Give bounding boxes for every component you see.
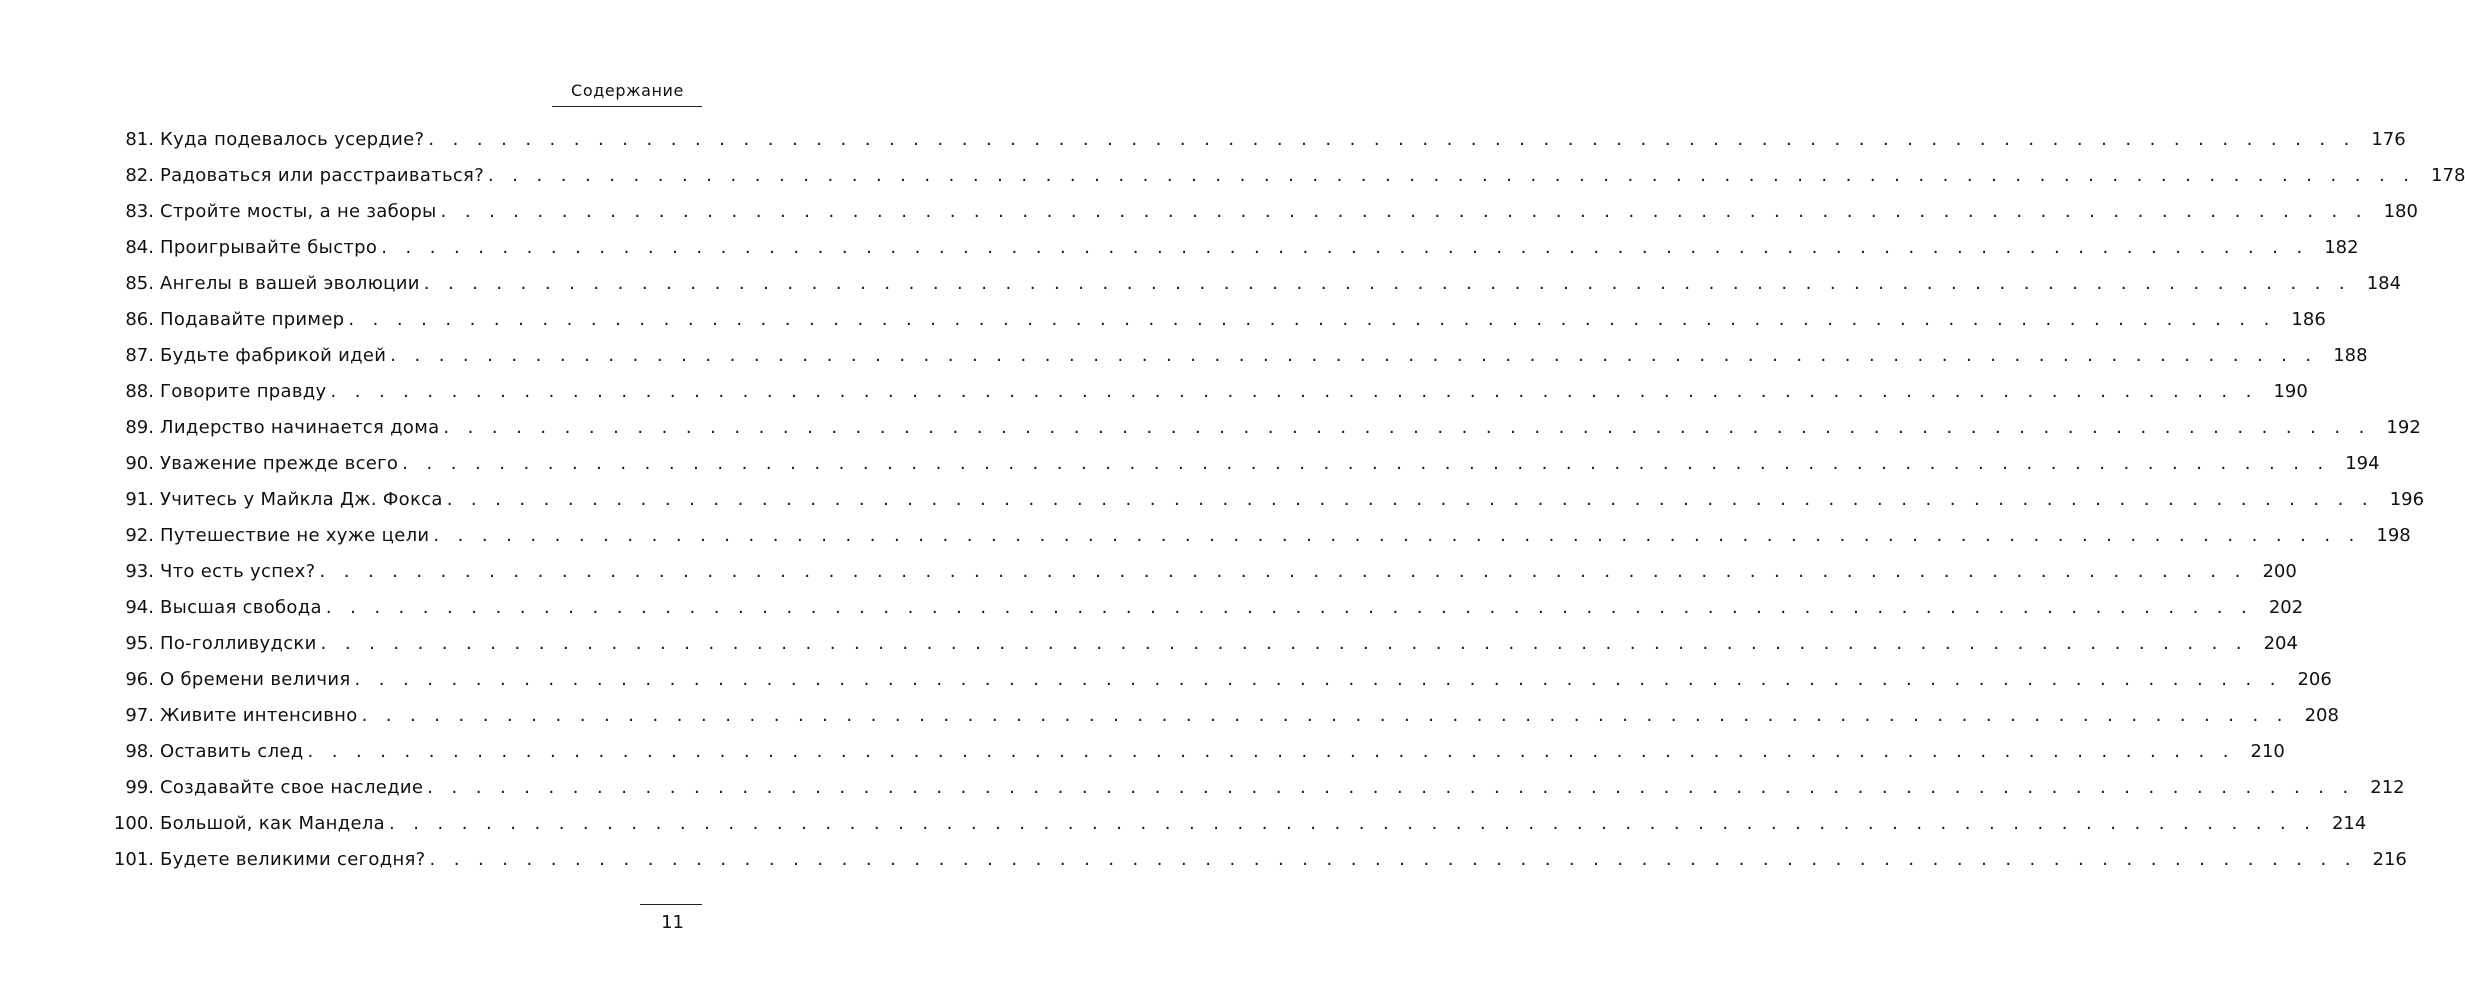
dot-leader: . . . . . . . . . . . . . . . . . . . . . . . . . . . . . . . . . . . . . . . . . . . . . . . . . . . . . . . . . . . . . . . . . . . . . . . . . . . . . . . . [325,597,2254,618]
toc-entry-title: Большой, как Мандела [160,813,385,834]
dot-leader: . . . . . . . . . . . . . . . . . . . . . . . . . . . . . . . . . . . . . . . . . . . . . . . . . . . . . . . . . . . . . . . . . . . . . . . . . . . . . . . . [320,633,2248,654]
dot-leader: . . . . . . . . . . . . . . . . . . . . . . . . . . . . . . . . . . . . . . . . . . . . . . . . . . . . . . . . . . . . . . . . . . . . . . . . . . . . . . . . [319,561,2247,582]
toc-entry-title: Уважение прежде всего [160,453,399,474]
dot-leader: . . . . . . . . . . . . . . . . . . . . . . . . . . . . . . . . . . . . . . . . . . . . . . . . . . . . . . . . . . . . . . . . . . . . . . . . . . . . . . . . [348,309,2276,330]
toc-entry-page: 182 [2324,237,2359,258]
toc-entry [100,482,2425,518]
dot-leader: . . . . . . . . . . . . . . . . . . . . . . . . . . . . . . . . . . . . . . . . . . . . . . . . . . . . . . . . . . . . . . . . . . . . . . . . . . . . . . . . [429,849,2357,870]
toc-entry [100,266,2402,302]
toc-entry-page: 192 [2386,417,2421,438]
running-header [552,80,702,107]
toc-entry-title: По-голливудски [160,633,317,654]
toc-entry [100,374,2308,410]
toc-entry-page: 178 [2431,165,2465,186]
toc-entry-title: Лидерство начинается дома [160,417,440,438]
toc-entry [100,302,2326,338]
toc-entry-title: Создавайте свое наследие [160,777,424,798]
toc-entry [100,626,2298,662]
toc-entry-title: Куда подевалось усердие? [160,129,425,150]
toc-entry-title: Оставить след [160,741,304,762]
toc-entry-page: 204 [2263,633,2298,654]
toc-entry-page: 196 [2389,489,2425,510]
toc-entry [100,770,2405,806]
dot-leader: . . . . . . . . . . . . . . . . . . . . . . . . . . . . . . . . . . . . . . . . . . . . . . . . . . . . . . . . . . . . . . . . . . . . . . . . . . . . . . . . [488,165,2416,186]
toc-entry [100,662,2332,698]
table-of-contents [100,122,2465,878]
toc-entry-number: 81. [125,129,154,150]
toc-entry-number: 85. [125,273,154,294]
toc-entry-title: Радоваться или расстраиваться? [160,165,485,186]
dot-leader: . . . . . . . . . . . . . . . . . . . . . . . . . . . . . . . . . . . . . . . . . . . . . . . . . . . . . . . . . . . . . . . . . . . . . . . . . . . . . . . . [423,273,2352,294]
toc-entry-number: 95. [125,633,154,654]
toc-entry-page: 188 [2333,345,2368,366]
dot-leader: . . . . . . . . . . . . . . . . . . . . . . . . . . . . . . . . . . . . . . . . . . . . . . . . . . . . . . . . . . . . . . . . . . . . . . . . . . . . . . . . [388,813,2317,834]
toc-entry-title: Стройте мосты, а не заборы [160,201,437,222]
page-footer [640,904,702,935]
toc-entry-title: Высшая свобода [160,597,322,618]
toc-entry [100,554,2297,590]
toc-entry-number: 99. [125,777,154,798]
toc-entry-number: 92. [125,525,154,546]
dot-leader: . . . . . . . . . . . . . . . . . . . . . . . . . . . . . . . . . . . . . . . . . . . . . . . . . . . . . . . . . . . . . . . . . . . . . . . . . . . . . . . . [381,237,2309,258]
toc-entry [100,158,2465,194]
toc-entry-title: Живите интенсивно [160,705,358,726]
toc-entry [100,338,2368,374]
toc-entry-page: 212 [2370,777,2405,798]
dot-leader: . . . . . . . . . . . . . . . . . . . . . . . . . . . . . . . . . . . . . . . . . . . . . . . . . . . . . . . . . . . . . . . . . . . . . . . . . . . . . . . . [354,669,2282,690]
toc-entry-page: 176 [2371,129,2406,150]
toc-entry-page: 210 [2250,741,2285,762]
toc-entry-title: Что есть успех? [160,561,316,582]
toc-entry-page: 214 [2331,813,2367,834]
toc-entry [100,194,2418,230]
toc-entry-number: 88. [125,381,154,402]
toc-entry-page: 208 [2304,705,2339,726]
dot-leader: . . . . . . . . . . . . . . . . . . . . . . . . . . . . . . . . . . . . . . . . . . . . . . . . . . . . . . . . . . . . . . . . . . . . . . . . . . . . . . . . [307,741,2235,762]
dot-leader: . . . . . . . . . . . . . . . . . . . . . . . . . . . . . . . . . . . . . . . . . . . . . . . . . . . . . . . . . . . . . . . . . . . . . . . . . . . . . . . . [361,705,2289,726]
toc-entry-page: 202 [2268,597,2304,618]
toc-entry [100,590,2304,626]
toc-entry [100,842,2407,878]
toc-entry-number: 91. [125,489,154,510]
toc-entry-number: 101. [113,849,154,870]
toc-entry-title: Проигрывайте быстро [160,237,378,258]
toc-entry [100,734,2285,770]
toc-entry [100,230,2359,266]
dot-leader: . . . . . . . . . . . . . . . . . . . . . . . . . . . . . . . . . . . . . . . . . . . . . . . . . . . . . . . . . . . . . . . . . . . . . . . . . . . . . . . . [427,777,2355,798]
toc-entry-title: Ангелы в вашей эволюции [160,273,420,294]
toc-entry-title: Говорите правду [160,381,327,402]
toc-entry-number: 87. [125,345,154,366]
toc-entry-title: О бремени величия [160,669,351,690]
toc-entry-number: 97. [125,705,154,726]
toc-entry-number: 93. [125,561,154,582]
toc-entry-number: 94. [125,597,154,618]
dot-leader: . . . . . . . . . . . . . . . . . . . . . . . . . . . . . . . . . . . . . . . . . . . . . . . . . . . . . . . . . . . . . . . . . . . . . . . . . . . . . . . . [428,129,2356,150]
toc-entry-number: 96. [125,669,154,690]
toc-entry-page: 194 [2345,453,2380,474]
section-title: Содержание [571,81,684,100]
toc-entry-page: 200 [2262,561,2297,582]
toc-entry [100,410,2421,446]
toc-entry-number: 82. [125,165,154,186]
toc-entry [100,806,2367,842]
toc-entry [100,122,2406,158]
toc-entry-title: Подавайте пример [160,309,345,330]
toc-entry-title: Путешествие не хуже цели [160,525,430,546]
toc-entry-title: Будьте фабрикой идей [160,345,387,366]
toc-entry-number: 98. [125,741,154,762]
toc-entry [100,446,2380,482]
toc-entry-number: 83. [125,201,154,222]
toc-entry-page: 216 [2372,849,2407,870]
toc-entry-number: 100. [113,813,154,834]
toc-entry-page: 190 [2273,381,2308,402]
dot-leader: . . . . . . . . . . . . . . . . . . . . . . . . . . . . . . . . . . . . . . . . . . . . . . . . . . . . . . . . . . . . . . . . . . . . . . . . . . . . . . . . [446,489,2375,510]
toc-entry-number: 89. [125,417,154,438]
toc-entry-page: 206 [2297,669,2332,690]
dot-leader: . . . . . . . . . . . . . . . . . . . . . . . . . . . . . . . . . . . . . . . . . . . . . . . . . . . . . . . . . . . . . . . . . . . . . . . . . . . . . . . . [440,201,2368,222]
toc-entry [100,518,2411,554]
toc-entry-number: 90. [125,453,154,474]
toc-entry-page: 198 [2376,525,2411,546]
dot-leader: . . . . . . . . . . . . . . . . . . . . . . . . . . . . . . . . . . . . . . . . . . . . . . . . . . . . . . . . . . . . . . . . . . . . . . . . . . . . . . . . [330,381,2258,402]
toc-entry-number: 86. [125,309,154,330]
dot-leader: . . . . . . . . . . . . . . . . . . . . . . . . . . . . . . . . . . . . . . . . . . . . . . . . . . . . . . . . . . . . . . . . . . . . . . . . . . . . . . . . [390,345,2318,366]
toc-entry-page: 186 [2291,309,2326,330]
toc-entry-page: 184 [2366,273,2402,294]
toc-entry-page: 180 [2383,201,2418,222]
dot-leader: . . . . . . . . . . . . . . . . . . . . . . . . . . . . . . . . . . . . . . . . . . . . . . . . . . . . . . . . . . . . . . . . . . . . . . . . . . . . . . . . [443,417,2371,438]
toc-entry [100,698,2339,734]
dot-leader: . . . . . . . . . . . . . . . . . . . . . . . . . . . . . . . . . . . . . . . . . . . . . . . . . . . . . . . . . . . . . . . . . . . . . . . . . . . . . . . . [433,525,2361,546]
toc-entry-title: Учитесь у Майкла Дж. Фокса [160,489,443,510]
toc-entry-title: Будете великими сегодня? [160,849,426,870]
page-number: 11 [661,912,684,933]
dot-leader: . . . . . . . . . . . . . . . . . . . . . . . . . . . . . . . . . . . . . . . . . . . . . . . . . . . . . . . . . . . . . . . . . . . . . . . . . . . . . . . . [402,453,2330,474]
toc-entry-number: 84. [125,237,154,258]
